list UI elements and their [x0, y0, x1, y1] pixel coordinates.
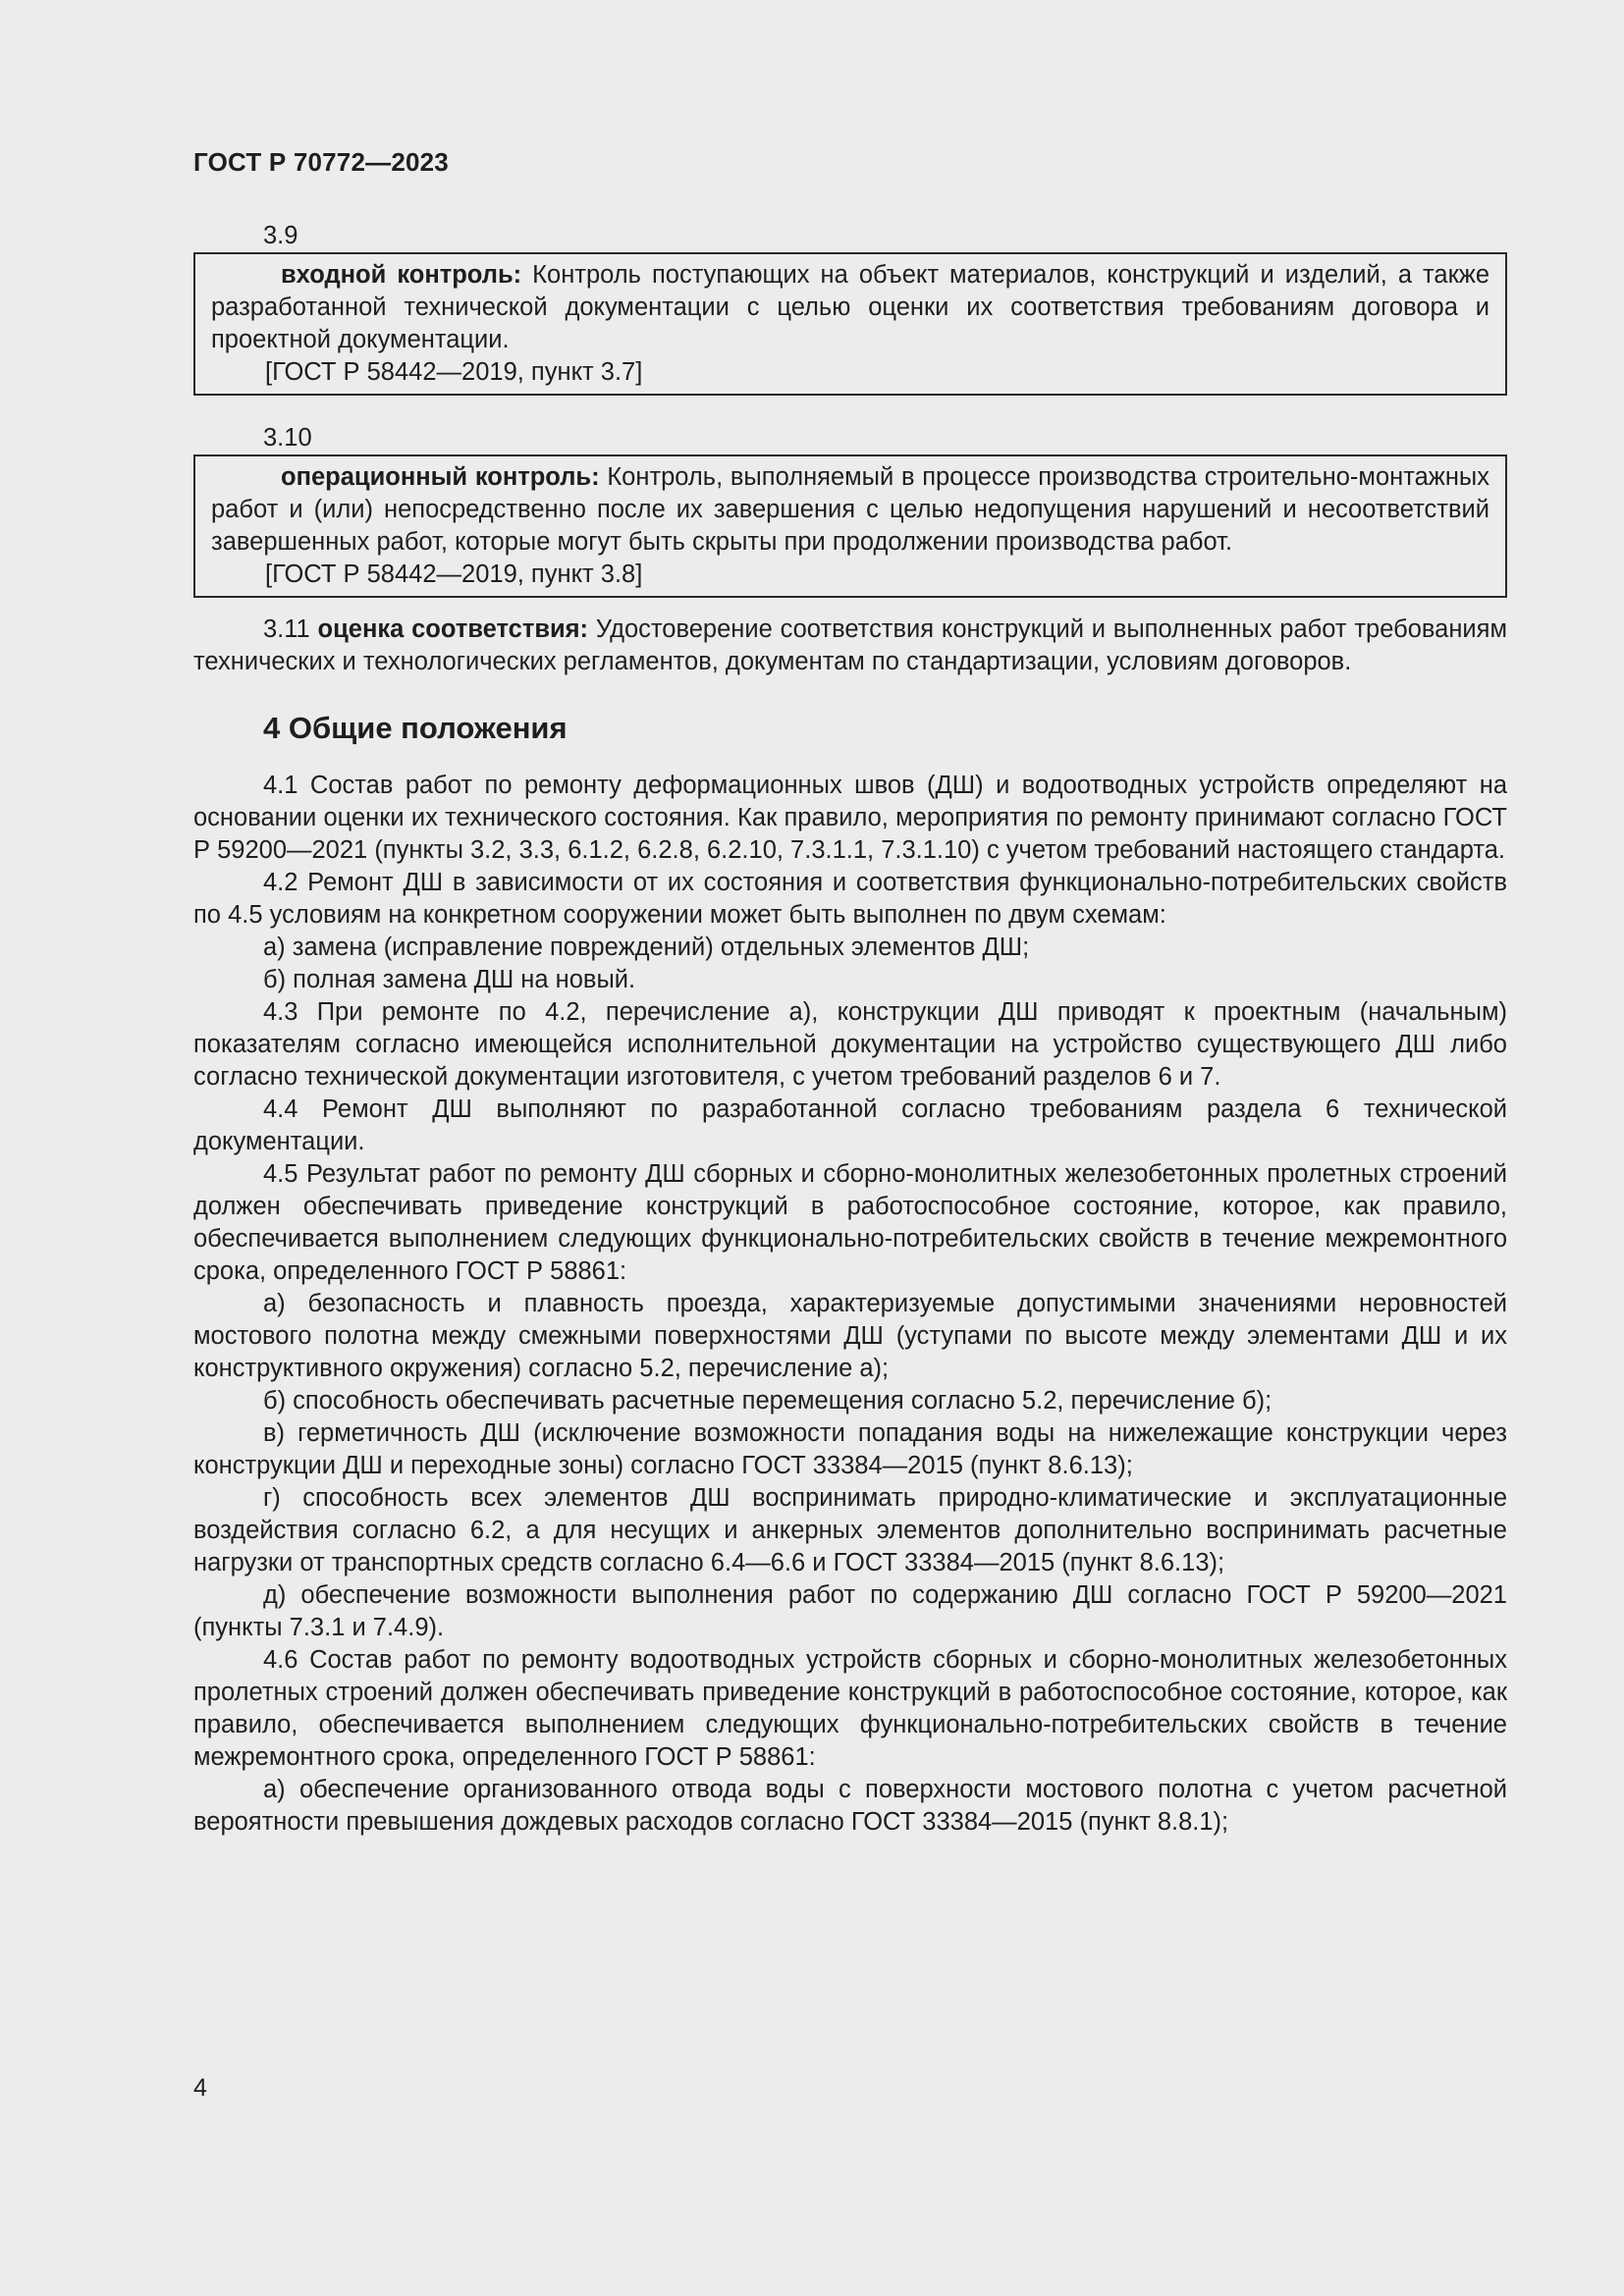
definition-text-3-10: Контроль, выполняемый в процессе производства строительно-монтажных работ и (или) непосредственно после их завершения с целью недопущения нарушений и несоответствий завершенных работ, которые могут быть скрыты при продолжении производства работ.: [211, 463, 1490, 556]
paragraph-4-1: 4.1 Состав работ по ремонту деформационных швов (ДШ) и водоотводных устройств определяют на основании оценки их технического состояния. Как правило, мероприятия по ремонту принимают согласно ГОСТ Р 59200—2021 (пункты 3.2, 3.3, 6.1.2, 6.2.8, 6.2.10, 7.3.1.1, 7.3.1.10) с учетом требований настоящего стандарта.: [193, 772, 1507, 864]
definition-3-9: [211, 259, 1489, 356]
definition-3-10: [211, 461, 1489, 559]
list-item-4-2-b: б) полная замена ДШ на новый.: [263, 966, 636, 993]
definition-text-3-9: Контроль поступающих на объект материалов, конструкций и изделий, а также разработанной технической документации с целью оценки их соответствия требованиям договора и проектной документации.: [211, 261, 1490, 353]
paragraph-4-3: 4.3 При ремонте по 4.2, перечисление а), конструкции ДШ приводят к проектным (начальным) показателям согласно имеющейся исполнительной документации на устройство существующего ДШ либо согласно технической документации изготовителя, с учетом требований разделов 6 и 7.: [193, 998, 1507, 1091]
term-3-10: операционный контроль:: [281, 463, 600, 491]
definition-box-3-10: [193, 454, 1507, 598]
list-item-4-5-d: г) способность всех элементов ДШ воспринимать природно-климатические и эксплуатационные воздействия согласно 6.2, а для несущих и анкерных элементов дополнительно воспринимать расчетные нагрузки от транспортных средств согласно 6.4—6.6 и ГОСТ 33384—2015 (пункт 8.6.13);: [193, 1484, 1507, 1576]
clause-3-11: [193, 614, 1507, 678]
list-item-4-5-c: в) герметичность ДШ (исключение возможности попадания воды на нижележащие конструкции через конструкции ДШ и переходные зоны) согласно ГОСТ 33384—2015 (пункт 8.6.13);: [193, 1419, 1507, 1479]
definition-text-3-11: Удостоверение соответствия конструкций и выполненных работ требованиям технических и технологических регламентов, документам по стандартизации, условиям договоров.: [193, 615, 1507, 675]
document-header: ГОСТ Р 70772—2023: [193, 147, 449, 177]
clause-3-10-number: 3.10: [263, 424, 312, 452]
paragraph-4-6: 4.6 Состав работ по ремонту водоотводных устройств сборных и сборно-монолитных железобетонных пролетных строений должен обеспечивать приведение конструкций в работоспособное состояние, которое, как правило, обеспечивается выполнением следующих функционально-потребительских свойств в течение межремонтного срока, определенного ГОСТ Р 58861:: [193, 1646, 1507, 1771]
term-3-11: оценка соответствия:: [317, 615, 589, 643]
clause-3-11-number: 3.11: [263, 615, 318, 643]
page-body: [193, 220, 1507, 1839]
term-3-9: входной контроль:: [281, 261, 522, 289]
paragraph-4-4: 4.4 Ремонт ДШ выполняют по разработанной согласно требованиям раздела 6 технической документации.: [193, 1095, 1507, 1155]
definition-box-3-9: [193, 252, 1507, 396]
section-4-heading: 4 Общие положения: [263, 711, 568, 745]
paragraph-4-5: 4.5 Результат работ по ремонту ДШ сборных и сборно-монолитных железобетонных пролетных строений должен обеспечивать приведение конструкций в работоспособное состояние, которое, как правило, обеспечивается выполнением следующих функционально-потребительских свойств в течение межремонтного срока, определенного ГОСТ Р 58861:: [193, 1160, 1507, 1285]
list-item-4-6-a: а) обеспечение организованного отвода воды с поверхности мостового полотна с учетом расчетной вероятности превышения дождевых расходов согласно ГОСТ 33384—2015 (пункт 8.8.1);: [193, 1776, 1507, 1836]
clause-3-9-number: 3.9: [263, 222, 298, 249]
source-3-10: [ГОСТ Р 58442—2019, пункт 3.8]: [265, 561, 643, 588]
list-item-4-5-b: б) способность обеспечивать расчетные перемещения согласно 5.2, перечисление б);: [263, 1387, 1272, 1415]
list-item-4-5-e: д) обеспечение возможности выполнения работ по содержанию ДШ согласно ГОСТ Р 59200—2021 (пункты 7.3.1 и 7.4.9).: [193, 1581, 1507, 1641]
list-item-4-5-a: а) безопасность и плавность проезда, характеризуемые допустимыми значениями неровностей мостового полотна между смежными поверхностями ДШ (уступами по высоте между элементами ДШ и их конструктивного окружения) согласно 5.2, перечисление а);: [193, 1290, 1507, 1382]
source-3-9: [ГОСТ Р 58442—2019, пункт 3.7]: [265, 358, 643, 386]
paragraph-4-2: 4.2 Ремонт ДШ в зависимости от их состояния и соответствия функционально-потребительских свойств по 4.5 условиям на конкретном сооружении может быть выполнен по двум схемам:: [193, 869, 1507, 929]
list-item-4-2-a: а) замена (исправление повреждений) отдельных элементов ДШ;: [263, 934, 1030, 961]
page-number: 4: [193, 2074, 207, 2102]
